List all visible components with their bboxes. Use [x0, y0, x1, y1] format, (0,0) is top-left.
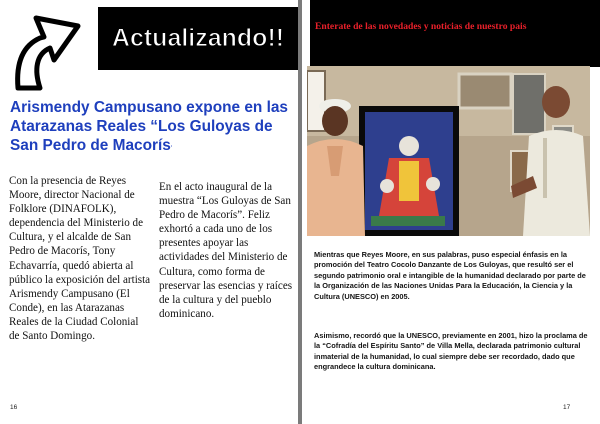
article-paragraph-2: Asimismo, recordó que la UNESCO, previamente en 2001, hizo la proclama de la “Cofradía del Espíritu Santo” de Villa Mella, declarada patrimonio cultural inmaterial de la humanidad, lo cual siempre debe ser recordado, dado que engrandece la cultura dominicana.: [314, 331, 588, 372]
news-bar: [310, 0, 600, 67]
curved-arrow-icon: [8, 4, 94, 92]
exhibition-photo: [307, 66, 590, 236]
headline-text: Arismendy Campusano expone en las Atarazanas Reales “Los Guloyas de San Pedro de Macorís: [10, 99, 288, 154]
page-number-left: 16: [10, 404, 18, 411]
news-bar-text: Enterate de las novedades y noticias de nuestro pais: [315, 21, 527, 32]
page-number-right: 17: [563, 404, 571, 411]
article-column-1: Con la presencia de Reyes Moore, director Nacional de Folklore (DINAFOLK), dependencia del Ministerio de Cultura, y el alcalde de San Pedro de Macorís, Tony Echavarría, quedó abierta al público la exposición del artista Arismendy Campusano (El Conde), en las Atarazanas Reales de la Ciudad Colonial de Santo Domingo.: [9, 175, 151, 343]
article-column-2: En el acto inaugural de la muestra “Los Guloyas de San Pedro de Macorís”. Feliz exhortó a cada uno de los presentes apoyar las actividades del Ministerio de Cultura, como forma de preservar las esencias y raíces de la cultura y del pueblo dominicano.: [159, 181, 293, 320]
section-banner: [98, 7, 298, 70]
headline-mark: ‘: [170, 145, 173, 152]
article-headline: [10, 98, 295, 158]
article-paragraph-1: Mientras que Reyes Moore, en sus palabras, puso especial énfasis en la promoción del Teatro Cocolo Danzante de Los Guloyas, que resultó ser el segundo patrimonio oral e intangible de la humanidad declarado por parte de la Organización de las Naciones Unidas Para la Educación, la Ciencia y la Cultura (UNESCO) en 2005.: [314, 250, 586, 301]
banner-title: Actualizando!!: [111, 24, 285, 52]
